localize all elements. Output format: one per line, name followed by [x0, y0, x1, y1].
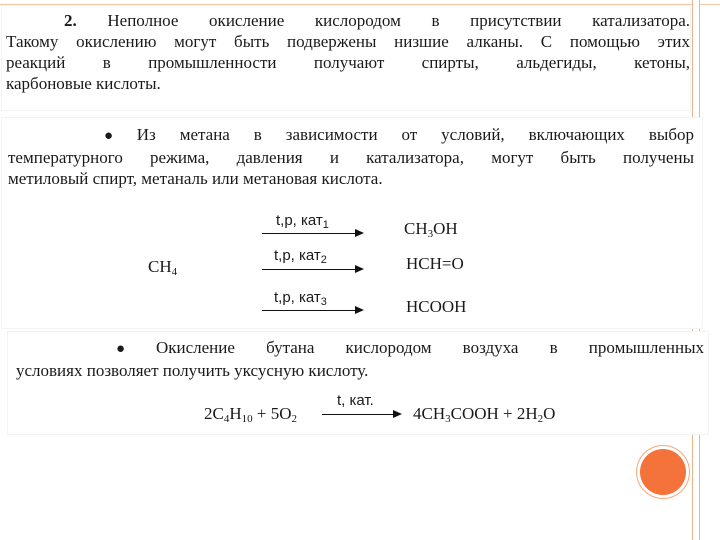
product-methanal: HCH=O	[406, 254, 464, 273]
reaction-arrow	[262, 310, 362, 311]
paragraph-methane	[8, 124, 694, 189]
paragraph-partial-oxidation	[6, 10, 690, 94]
bullet-icon: ●	[104, 128, 133, 144]
paragraph-line: ● Из метана в зависимости от условий, включающих выбор	[104, 125, 694, 144]
reaction-condition: t,p, кат$_3$	[274, 289, 327, 308]
paragraph-line: условиях позволяет получить уксусную кислоту.	[16, 361, 369, 380]
slide-frame-top	[0, 0, 720, 5]
reaction-condition: t,p, кат$_1$	[276, 212, 329, 231]
paragraph-line: Такому окислению могут быть подвержены низшие алканы. С помощью этих	[6, 32, 690, 51]
decorative-circle	[640, 449, 686, 495]
paragraph-line: температурного режима, давления и катализатора, могут быть получены	[8, 148, 694, 167]
bullet-icon: ●	[116, 341, 152, 357]
paragraph-line: реакций в промышленности получают спирты, альдегиды, кетоны,	[6, 53, 690, 72]
paragraph-line: ● Окисление бутана кислородом воздуха в промышленных	[116, 338, 704, 357]
reaction-arrow	[262, 233, 362, 234]
reactant-methane: $CH_4$	[148, 257, 178, 278]
equation-rhs: $4CH_3COOH + 2H_2O$	[413, 404, 556, 425]
paragraph-butane	[16, 337, 704, 381]
section-number: 2.	[64, 11, 77, 30]
reaction-arrow	[262, 269, 362, 270]
product-methanol: $CH_3OH$	[404, 219, 458, 240]
paragraph-line: 2. Неполное окисление кислородом в присутствии катализатора.	[64, 11, 690, 30]
paragraph-line: карбоновые кислоты.	[6, 74, 161, 93]
paragraph-line: метиловый спирт, метаналь или метановая кислота.	[8, 169, 383, 188]
reaction-condition: t, кат.	[337, 392, 374, 409]
product-methanoic-acid: HCOOH	[406, 297, 467, 316]
reaction-arrow	[322, 414, 400, 415]
equation-lhs: $2C_4H_{10} + 5O_2$	[204, 404, 297, 425]
reaction-condition: t,p, кат$_2$	[274, 247, 327, 266]
